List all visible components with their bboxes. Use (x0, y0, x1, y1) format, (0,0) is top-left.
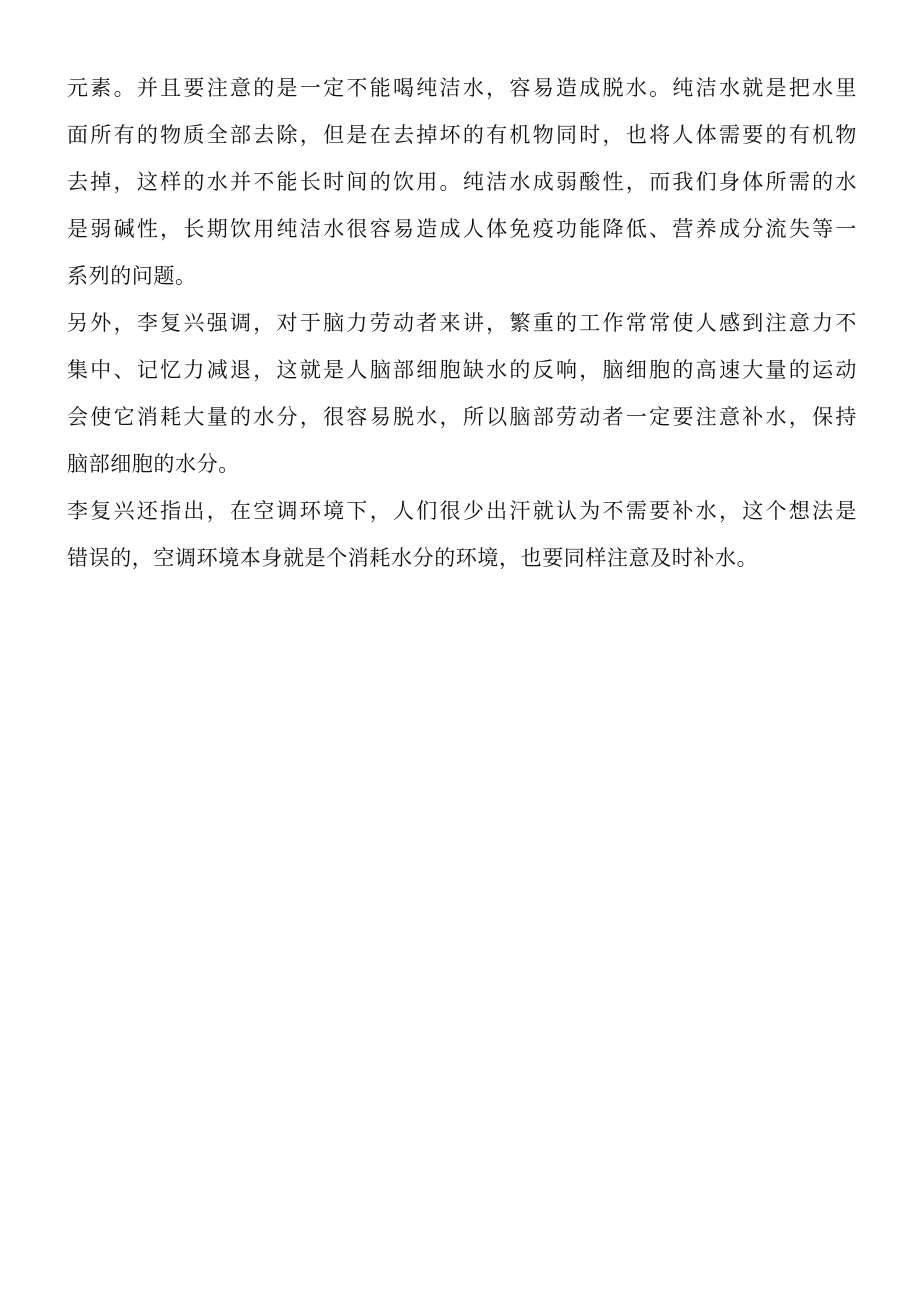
text-line: 集中、记忆力减退，这就是人脑部细胞缺水的反响，脑细胞的高速大量的运动 (67, 358, 857, 382)
text-line: 脑部细胞的水分。 (67, 452, 240, 476)
text-line: 系列的问题。 (67, 264, 197, 288)
text-line: 会使它消耗大量的水分，很容易脱水，所以脑部劳动者一定要注意补水，保持 (67, 405, 857, 429)
paragraph-2 (67, 303, 857, 491)
document-body (67, 68, 857, 585)
text-line: 错误的，空调环境本身就是个消耗水分的环境，也要同样注意及时补水。 (67, 546, 759, 570)
text-line: 李复兴还指出，在空调环境下，人们很少出汗就认为不需要补水，这个想法是 (67, 499, 857, 523)
text-line: 面所有的物质全部去除，但是在去掉坏的有机物同时，也将人体需要的有机物 (67, 123, 857, 147)
text-line: 去掉，这样的水并不能长时间的饮用。纯洁水成弱酸性，而我们身体所需的水 (67, 170, 857, 194)
text-line: 是弱碱性，长期饮用纯洁水很容易造成人体免疫功能降低、营养成分流失等一 (67, 217, 857, 241)
paragraph-3 (67, 491, 857, 585)
text-line: 元素。并且要注意的是一定不能喝纯洁水，容易造成脱水。纯洁水就是把水里 (67, 76, 857, 100)
text-line: 另外，李复兴强调，对于脑力劳动者来讲，繁重的工作常常使人感到注意力不 (67, 311, 857, 335)
paragraph-1 (67, 68, 857, 303)
